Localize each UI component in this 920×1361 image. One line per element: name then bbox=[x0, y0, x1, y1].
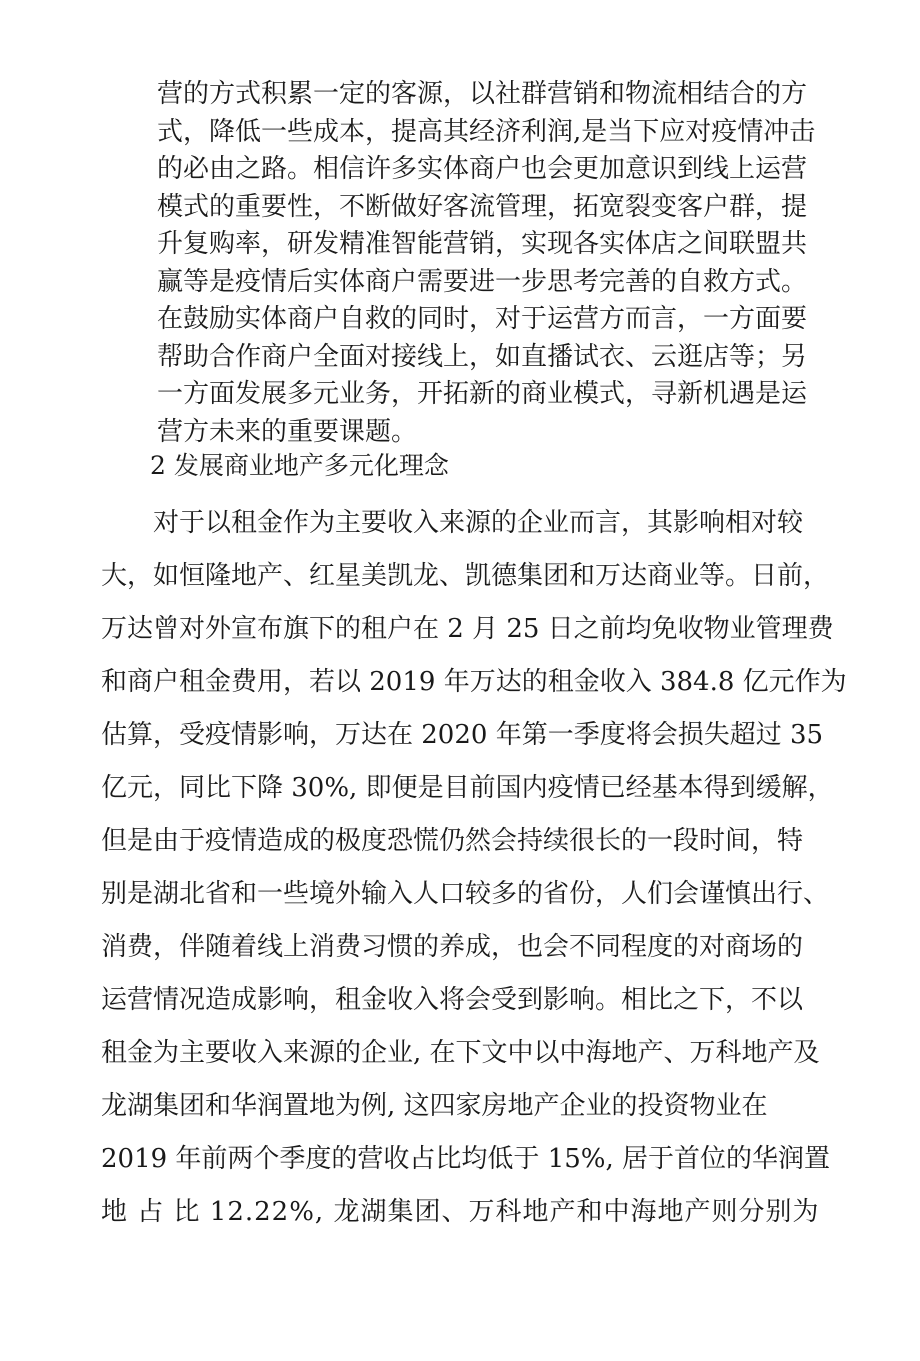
text-line: 龙湖集团和华润置地为例, 这四家房地产企业的投资物业在 bbox=[101, 1091, 768, 1121]
text-line: 租金为主要收入来源的企业, 在下文中以中海地产、万科地产及 bbox=[101, 1038, 820, 1068]
text-line: 升复购率，研发精准智能营销，实现各实体店之间联盟共 bbox=[157, 229, 808, 259]
text-line: 和商户租金费用，若以 2019 年万达的租金收入 384.8 亿元作为 bbox=[101, 667, 847, 697]
text-line: 的必由之路。相信许多实体商户也会更加意识到线上运营 bbox=[157, 154, 808, 184]
text-line: 模式的重要性，不断做好客流管理，拓宽裂变客户群，提 bbox=[157, 191, 808, 222]
text-line: 一方面发展多元业务，开拓新的商业模式，寻新机遇是运 bbox=[157, 379, 808, 409]
text-line: 大，如恒隆地产、红星美凯龙、凯德集团和万达商业等。日前， bbox=[101, 561, 830, 591]
text-line: 式，降低一些成本，提高其经济利润,是当下应对疫情冲击 bbox=[157, 116, 816, 147]
text-line: 赢等是疫情后实体商户需要进一步思考完善的自救方式。 bbox=[157, 266, 808, 297]
text-line: 估算，受疫情影响，万达在 2020 年第一季度将会损失超过 35 bbox=[101, 720, 824, 750]
text-line: 消费，伴随着线上消费习惯的养成，也会不同程度的对商场的 bbox=[101, 932, 804, 962]
text-line: 帮助合作商户全面对接线上，如直播试衣、云逛店等；另 bbox=[157, 341, 808, 372]
text-line: 在鼓励实体商户自救的同时，对于运营方而言，一方面要 bbox=[157, 304, 808, 334]
text-line: 营方未来的重要课题。 bbox=[157, 416, 418, 447]
text-line: 营的方式积累一定的客源，以社群营销和物流相结合的方 bbox=[157, 79, 808, 109]
text-line: 2019 年前两个季度的营收占比均低于 15%, 居于首位的华润置 bbox=[101, 1144, 831, 1174]
body-paragraph bbox=[101, 497, 861, 1239]
intro-paragraph bbox=[157, 76, 847, 451]
text-line: 万达曾对外宣布旗下的租户在 2 月 25 日之前均免收物业管理费 bbox=[101, 614, 834, 644]
text-line: 亿元，同比下降 30%, 即便是目前国内疫情已经基本得到缓解， bbox=[101, 773, 834, 803]
text-line: 对于以租金作为主要收入来源的企业而言，其影响相对较 bbox=[153, 508, 804, 538]
text-line: 运营情况造成影响，租金收入将会受到影响。相比之下，不以 bbox=[101, 985, 804, 1015]
text-line: 但是由于疫情造成的极度恐慌仍然会持续很长的一段时间，特 bbox=[101, 826, 804, 856]
section-heading: 2 发展商业地产多元化理念 bbox=[150, 451, 449, 480]
text-line: 地 占 比 12.22%, 龙湖集团、万科地产和中海地产则分别为 bbox=[101, 1197, 820, 1227]
text-line: 别是湖北省和一些境外输入人口较多的省份，人们会谨慎出行、 bbox=[101, 879, 830, 909]
